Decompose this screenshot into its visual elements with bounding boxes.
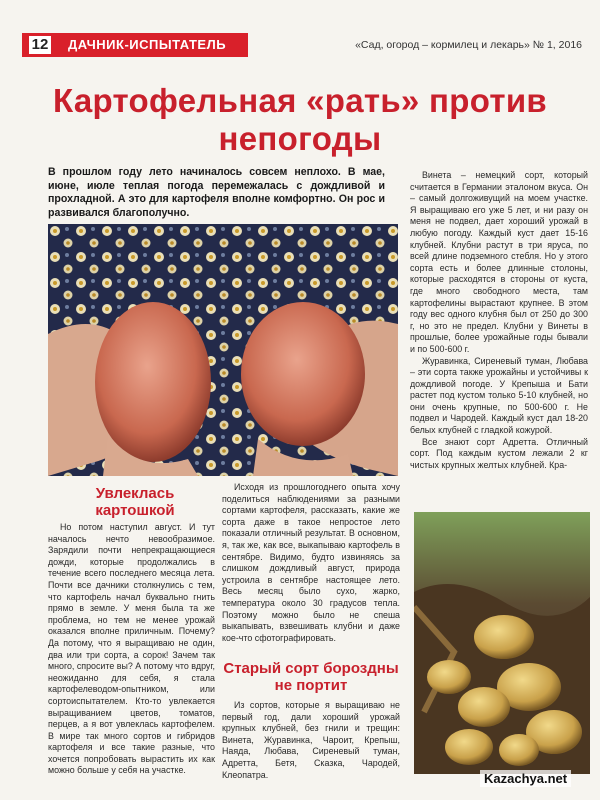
headline-line-2: непогоды [218, 120, 382, 157]
article-lead: В прошлом году лето начиналось совсем неплохо. В мае, июне, июле теплая погода перемежалась с дождливой и прохладной. А это для картофеля вполне комфортно. Он рос и развивался благополучно. [48, 166, 385, 219]
photo-hands-potatoes [48, 224, 398, 476]
site-watermark: Kazachya.net [480, 770, 571, 787]
section1-heading: Увлеклась картошкой [95, 485, 175, 519]
headline-line-1: Картофельная «рать» против [52, 82, 548, 119]
section2-heading: Старый сорт бороздны не портит [223, 660, 399, 694]
section1-body: Но потом наступил август. И тут началось нечто невообразимое. Зарядили почти непрекращающиеся дожди, которые продолжались в течение всего последнего месяца лета. Почти все дачники столкнулись с тем, что картофель начал буквально гнить прямо в земле. У меня была та же проблема, но тем не менее урожай оказался вполне приличным. Почему? Да потому, что я выращиваю не один, два или три сорта, а сорок! Зачем так много, спросите вы? А потому что вдруг, неожиданно для себя, я стала картофелеводом-опытником, или сортоиспытателем. Кто-то увлекается выращиванием цветов, томатов, перцев, а я вот увлеклась картофелем. В мире так много сортов и гибридов картофеля и все такие разные, что хочется попробовать вырастить их как можно больше у себя на участке. [48, 522, 215, 776]
publication-info: «Сад, огород – кормилец и лекарь» № 1, 2016 [355, 39, 582, 51]
page-number: 12 [22, 33, 58, 57]
article-headline [20, 82, 580, 158]
page-header [22, 33, 582, 57]
middle-body: Исходя из прошлогоднего опыта хочу поделиться наблюдениями за разными сортами картофеля, рассказать, какие же сорта даже в такое непростое лето показали отличный результат. В основном, я, так же, как все, выкапываю картофель в сентябре. Видимо, будто извиняясь за слишком дождливый август, природа устроила в сентябре настоящее лето. Весь месяц было сухо, жарко, температура около 30 градусов тепла. Поэтому можно было не спеша выкапывать, взвешивать клубни и даже кое-что сфотографировать. [222, 482, 400, 643]
section-label: ДАЧНИК-ИСПЫТАТЕЛЬ [58, 33, 248, 57]
photo-potatoes-soil [414, 512, 590, 774]
right-column-body: Винета – немецкий сорт, который считается в Германии эталоном вкуса. Он – самый долгоживущий на моем участке. Я выращиваю его уже 5 лет, и ни разу он меня не подвел, дает хороший урожай в любую погоду. Каждый куст дает 15-16 клубней. Клубни растут в три яруса, по всей длине подземного стебля. Но у этого сорта есть и более длинные столоны, которые расходятся в стороны от куста, где много свободного места, там картофелины вырастают крупнее. В этом году вес одного клубня был от 250 до 300 г, но это не предел. Клубни у Винеты в прошлые, более урожайные годы бывали и по 500-600 г. Журавинка, Сиреневый туман, Любава – эти сорта также урожайны и устойчивы к дождливой погоде. У Крепыша и Бати растет под кустом только 5-10 клубней, но они очень крупные, по 500-600 г. Не подвел и Чародей. Каждый куст дал 18-20 белых клубней с гладкой кожурой. Все знают сорт Адретта. Отличный сорт. Под каждым кустом лежали 2 кг чистых крупных желтых клубней. Кра- [410, 170, 588, 470]
section2-body: Из сортов, которые я выращиваю не первый год, дали хороший урожай крупных клубней, без гнили и трещин: Винета, Журавинка, Чароит, Крепыш, Наяда, Любава, Сиреневый туман, Адретта, Бетя, Сказка, Чародей, Клеопатра. [222, 700, 400, 780]
